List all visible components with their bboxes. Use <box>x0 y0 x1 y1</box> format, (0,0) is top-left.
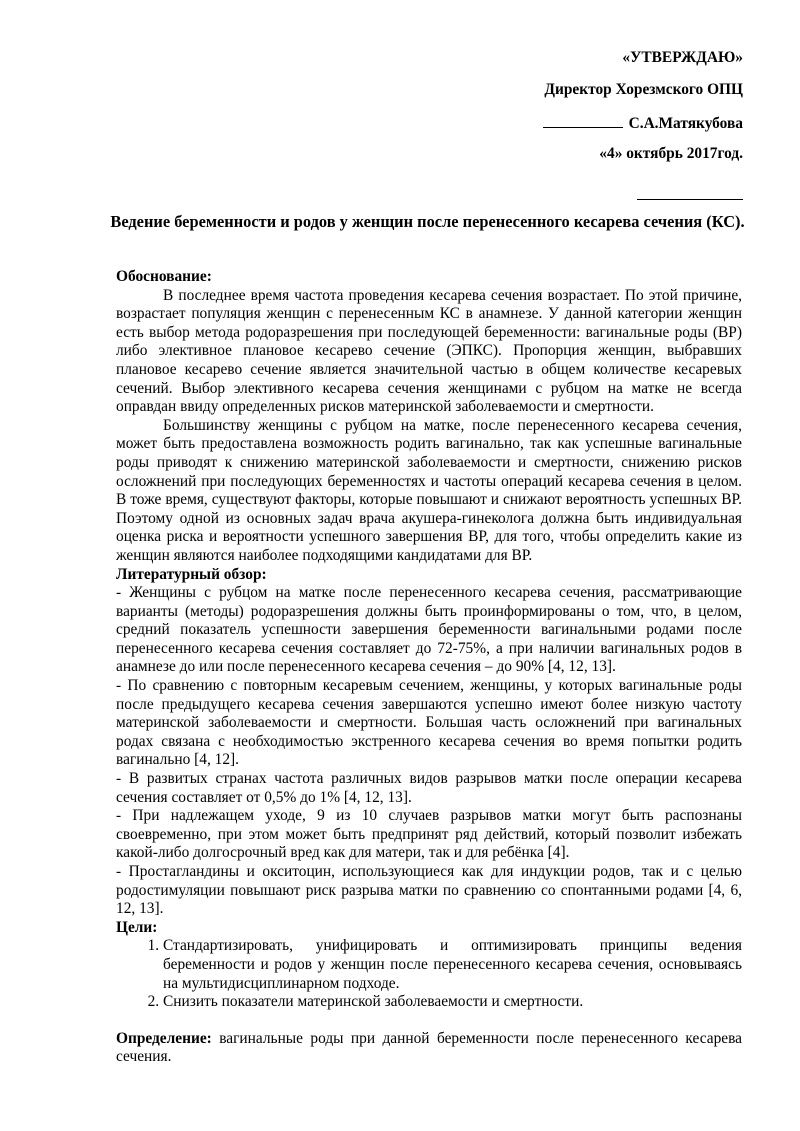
literature-item: - Женщины с рубцом на матке после перенесенного кесарева сечения, рассматривающие варианты (методы) родоразрешения должны быть проинформированы о том, что, в целом, средний показатель успешности завершения беременности вагинальными родами после перенесенного кесарева сечения составляет до 72-75%, а при наличии вагинальных родов в анамнезе до или после перенесенного кесарева сечения – до 90% [4, 12, 13]. <box>116 584 742 676</box>
approval-block <box>543 49 743 206</box>
approval-signatory: С.А.Матякубова <box>628 115 743 132</box>
approval-title: «УТВЕРЖДАЮ» <box>622 49 743 66</box>
rationale-heading: Обоснование: <box>116 268 212 285</box>
goal-item: 2. Снизить показатели материнской заболеваемости и смертности. <box>163 993 742 1012</box>
literature-item: - По сравнению с повторным кесаревым сечением, женщины, у которых вагинальные роды после предыдущего кесарева сечения завершаются успешно имеют более низкую частоту материнской заболеваемости и смертности. Большая часть осложнений при вагинальных родах связана с необходимостью экстренного кесарева сечения во время попытки родить вагинально [4, 12]. <box>116 677 742 769</box>
approval-date: «4» октябрь 2017год. <box>599 145 743 162</box>
definition-text: вагинальные роды при данной беременности после перенесенного кесарева сечения. <box>116 1029 742 1066</box>
approval-signature-line <box>543 113 743 145</box>
document-body <box>116 268 742 1067</box>
literature-heading: Литературный обзор: <box>116 565 267 583</box>
literature-item: - При надлежащем уходе, 9 из 10 случаев разрывов матки могут быть распознаны своевременно, при этом может быть предпринят ряд действий, который позволит избежать какой-либо долгосрочный вред как для матери, так и для ребёнка [4]. <box>116 807 742 862</box>
definition-paragraph <box>116 1030 742 1067</box>
rationale-paragraph: Большинству женщины с рубцом на матке, после перенесенного кесарева сечения, может быть предоставлена возможность родить вагинально, так как успешные вагинальные роды приводят к снижению материнской заболеваемости и смертности, снижению рисков осложнений при последующих беременностях и частоты операций кесарева сечения в целом. В тоже время, существуют факторы, которые повышают и снижают вероятность успешных ВР. Поэтому одной из основных задач врача акушера-гинеколога должна быть индивидуальная оценка риска и вероятности успешного завершения ВР, для того, чтобы определить какие из женщин являются наиболее подходящими кандидатами для ВР. <box>116 416 742 564</box>
rationale-paragraph: В последнее время частота проведения кесарева сечения возрастает. По этой причине, возрастает популяция женщин с перенесенным КС в анамнезе. У данной категории женщин есть выбор метода родоразрешения при последующей беременности: вагинальные роды (ВР) либо элективное плановое кесарево сечение (ЭПКС). Пропорция женщин, выбравших плановое кесарево сечение является значительной частью в общем количестве кесаревых сечений. Выбор элективного кесарева сечения женщинами с рубцом на матке не всегда оправдан ввиду определенных рисков материнской заболеваемости и смертности. <box>116 286 742 416</box>
goals-heading: Цели: <box>116 918 158 936</box>
date-blank-line <box>637 187 743 200</box>
signature-blank <box>543 113 623 128</box>
goals-list <box>116 937 742 1011</box>
literature-item: - Простагландины и окситоцин, использующиеся как для индукции родов, так и с целью родостимуляции повышают риск разрыва матки по сравнению со спонтанными родами [4, 6, 12, 13]. <box>116 863 742 918</box>
definition-label: Определение: <box>116 1029 212 1047</box>
document-title: Ведение беременности и родов у женщин после перенесенного кесарева сечения (КС). <box>110 212 745 231</box>
approval-position: Директор Хорезмского ОПЦ <box>544 81 743 98</box>
section-spacer <box>116 1012 742 1030</box>
literature-item: - В развитых странах частота различных видов разрывов матки после операции кесарева сечения составляет от 0,5% до 1% [4, 12, 13]. <box>116 770 742 806</box>
goal-item: 1. Стандартизировать, унифицировать и оптимизировать принципы ведения беременности и родов у женщин после перенесенного кесарева сечения, основываясь на мультидисциплинарном подходе. <box>163 937 742 993</box>
